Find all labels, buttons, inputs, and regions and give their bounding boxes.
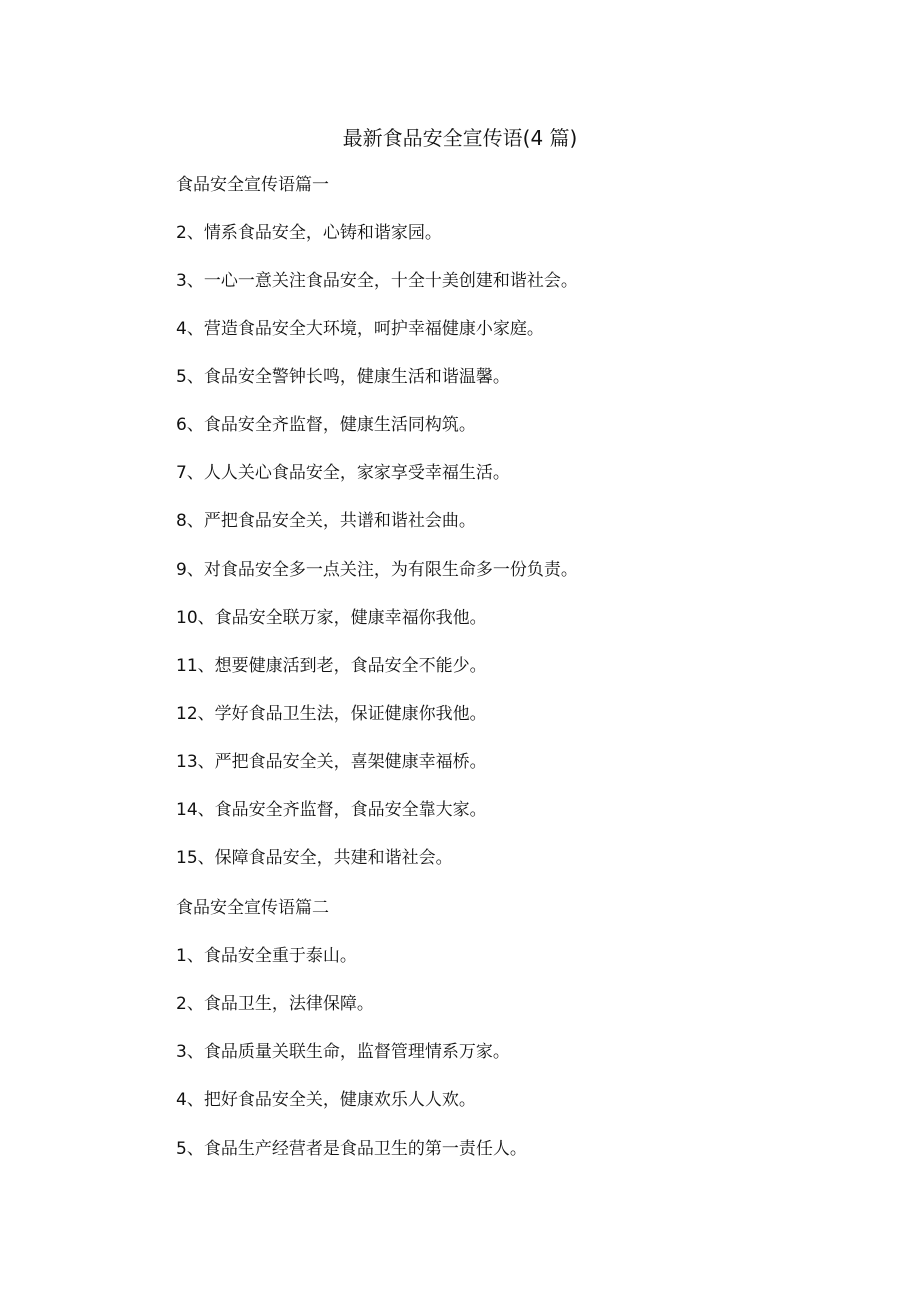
list-item: 3、一心一意关注食品安全，十全十美创建和谐社会。 <box>176 271 578 291</box>
list-item: 5、食品安全警钟长鸣，健康生活和谐温馨。 <box>176 367 510 387</box>
section-heading: 食品安全宣传语篇二 <box>176 898 329 918</box>
list-item: 11、想要健康活到老，食品安全不能少。 <box>176 656 487 676</box>
document-title: 最新食品安全宣传语(4 篇) <box>342 126 578 150</box>
list-item: 4、把好食品安全关，健康欢乐人人欢。 <box>176 1090 476 1110</box>
list-item: 13、严把食品安全关，喜架健康幸福桥。 <box>176 752 487 772</box>
list-item: 9、对食品安全多一点关注，为有限生命多一份负责。 <box>176 560 578 580</box>
list-item: 4、营造食品安全大环境，呵护幸福健康小家庭。 <box>176 319 544 339</box>
list-item: 10、食品安全联万家，健康幸福你我他。 <box>176 608 487 628</box>
list-item: 1、食品安全重于泰山。 <box>176 946 357 966</box>
list-item: 8、严把食品安全关，共谱和谐社会曲。 <box>176 511 476 531</box>
list-item: 5、食品生产经营者是食品卫生的第一责任人。 <box>176 1139 527 1159</box>
list-item: 14、食品安全齐监督，食品安全靠大家。 <box>176 800 487 820</box>
list-item: 2、食品卫生，法律保障。 <box>176 994 374 1014</box>
list-item: 12、学好食品卫生法，保证健康你我他。 <box>176 704 487 724</box>
list-item: 6、食品安全齐监督，健康生活同构筑。 <box>176 415 476 435</box>
list-item: 2、情系食品安全，心铸和谐家园。 <box>176 223 442 243</box>
section-heading: 食品安全宣传语篇一 <box>176 175 329 195</box>
list-item: 7、人人关心食品安全，家家享受幸福生活。 <box>176 463 510 483</box>
list-item: 3、食品质量关联生命，监督管理情系万家。 <box>176 1042 510 1062</box>
list-item: 15、保障食品安全，共建和谐社会。 <box>176 848 453 868</box>
